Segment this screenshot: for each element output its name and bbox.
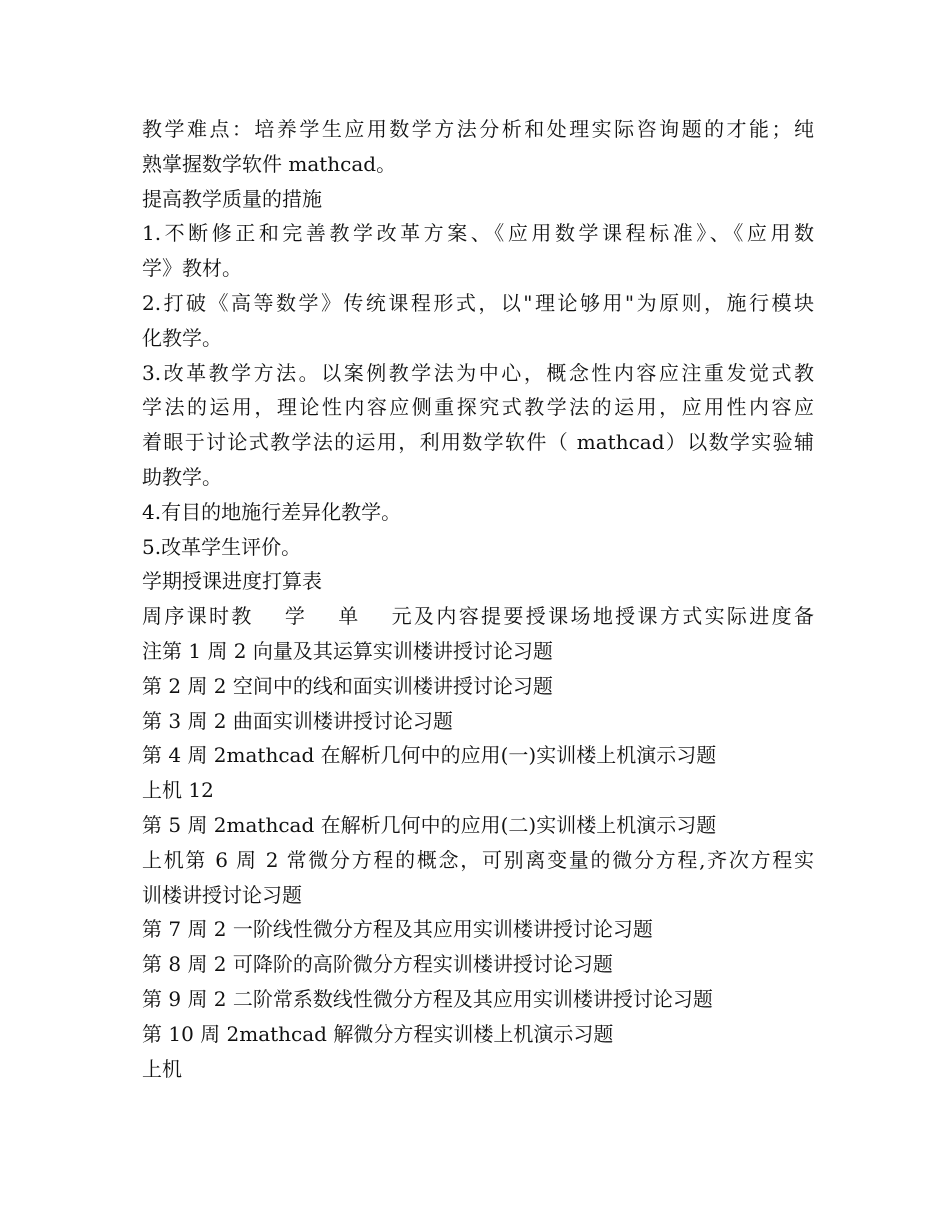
table-header-line: 周序课时教 学 单 元及内容提要授课场地授课方式实际进度备 (142, 604, 814, 629)
schedule-row: 第 10 周 2mathcad 解微分方程实训楼上机演示习题 (142, 1021, 614, 1046)
text-line: 着眼于讨论式教学法的运用，利用数学软件（ mathcad）以数学实验辅 (142, 430, 814, 455)
schedule-row: 第 2 周 2 空间中的线和面实训楼讲授讨论习题 (142, 673, 553, 698)
text-line: 5.改革学生评价。 (142, 534, 302, 559)
schedule-row: 上机 (142, 1056, 182, 1081)
schedule-row: 上机第 6 周 2 常微分方程的概念，可别离变量的微分方程,齐次方程实 (142, 847, 814, 872)
document-page (142, 112, 814, 1086)
schedule-row: 第 5 周 2mathcad 在解析几何中的应用(二)实训楼上机演示习题 (142, 812, 717, 837)
text-line: 1.不断修正和完善教学改革方案、《应用数学课程标准》、《应用数 (142, 221, 814, 246)
text-line: 学法的运用，理论性内容应侧重探究式教学法的运用，应用性内容应 (142, 395, 814, 420)
schedule-row: 注第 1 周 2 向量及其运算实训楼讲授讨论习题 (142, 638, 553, 663)
schedule-row: 第 9 周 2 二阶常系数线性微分方程及其应用实训楼讲授讨论习题 (142, 986, 713, 1011)
schedule-row: 第 7 周 2 一阶线性微分方程及其应用实训楼讲授讨论习题 (142, 917, 653, 942)
text-line: 化教学。 (142, 325, 222, 350)
section-heading: 学期授课进度打算表 (142, 569, 322, 594)
schedule-row: 第 3 周 2 曲面实训楼讲授讨论习题 (142, 708, 453, 733)
text-line: 助教学。 (142, 464, 222, 489)
section-heading: 提高教学质量的措施 (142, 186, 322, 211)
text-line: 3.改革教学方法。以案例教学法为中心，概念性内容应注重发觉式教 (142, 360, 814, 385)
text-line: 教学难点：培养学生应用数学方法分析和处理实际咨询题的才能；纯 (142, 117, 814, 141)
text-line: 熟掌握数学软件 mathcad。 (142, 151, 397, 176)
text-line: 学》教材。 (142, 256, 242, 281)
schedule-row: 训楼讲授讨论习题 (142, 882, 302, 907)
schedule-row: 第 4 周 2mathcad 在解析几何中的应用(一)实训楼上机演示习题 (142, 743, 717, 768)
text-line: 4.有目的地施行差异化教学。 (142, 499, 402, 524)
schedule-row: 上机 12 (142, 778, 214, 803)
schedule-row: 第 8 周 2 可降阶的高阶微分方程实训楼讲授讨论习题 (142, 952, 613, 977)
text-line: 2.打破《高等数学》传统课程形式，以"理论够用"为原则，施行模块 (142, 290, 814, 315)
